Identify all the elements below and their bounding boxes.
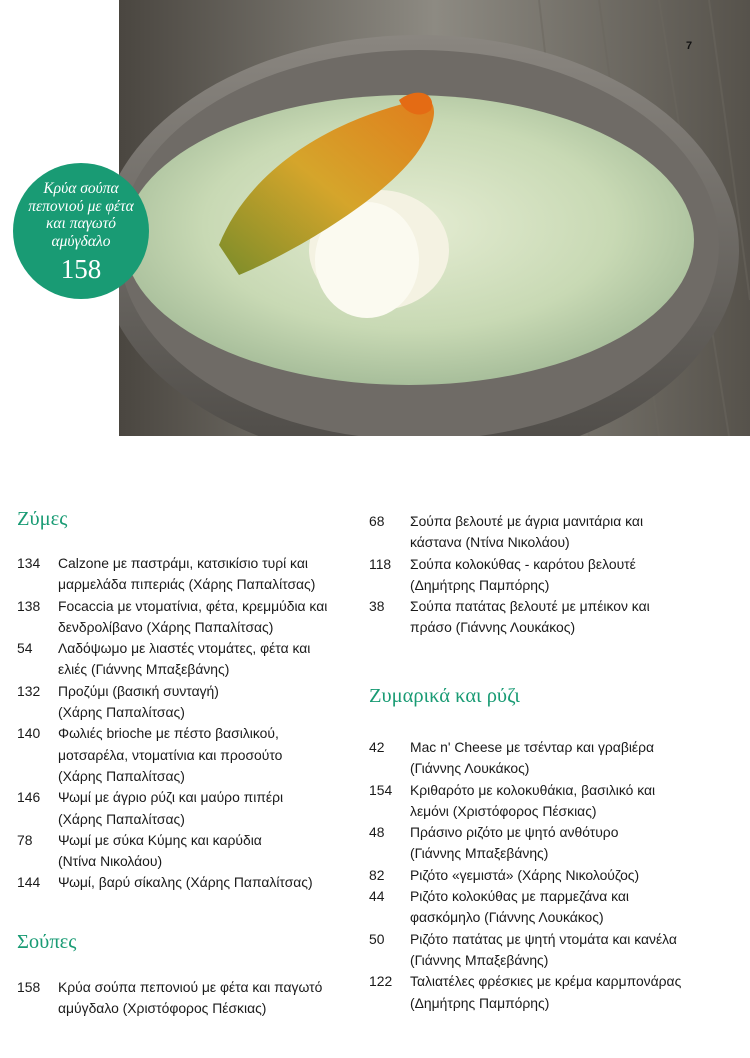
list-item xyxy=(369,822,739,865)
section-entries-zymarika xyxy=(369,737,739,1014)
entry-page: 42 xyxy=(369,739,385,755)
entry-page: 82 xyxy=(369,866,385,883)
entry-text: Πράσινο ριζότο με ψητό ανθότυρο (Γιάννης Μπαξεβάνης) xyxy=(410,824,619,862)
section-entries-soupes xyxy=(17,977,347,1020)
section-title-soupes: Σούπες xyxy=(17,931,77,953)
entry-page: 48 xyxy=(369,824,385,841)
entry-text: Φωλιές brioche με πέστο βασιλικού, μοτσαρέλα, ντοματίνια και προσούτο (Χάρης Παπαλίτσας) xyxy=(58,725,283,784)
entry-page: 132 xyxy=(17,682,41,699)
list-item xyxy=(369,596,739,639)
list-item xyxy=(17,681,347,724)
soup-bowl-photo xyxy=(119,0,750,436)
list-item xyxy=(369,511,739,554)
entry-text: Ριζότο πατάτας με ψητή ντομάτα και κανέλα (Γιάννης Μπαξεβάνης) xyxy=(410,930,677,968)
list-item xyxy=(369,554,739,597)
entry-page: 38 xyxy=(369,598,385,615)
entry-text: Κριθαρότο με κολοκυθάκια, βασιλικό και λεμόνι (Χριστόφορος Πέσκιας) xyxy=(410,781,656,819)
list-item xyxy=(369,780,739,823)
entry-page: 154 xyxy=(369,781,393,798)
badge-page-number: 158 xyxy=(60,254,102,284)
entry-page: 78 xyxy=(17,831,33,848)
entry-text: Λαδόψωμο με λιαστές ντομάτες, φέτα και ελιές (Γιάννης Μπαξεβάνης) xyxy=(58,640,311,678)
entry-text: Ψωμί με άγριο ρύζι και μαύρο πιπέρι (Χάρης Παπαλίτσας) xyxy=(58,789,284,827)
section-entries-soupes-continued xyxy=(369,511,739,639)
entry-page: 134 xyxy=(17,555,41,571)
entry-page: 68 xyxy=(369,513,385,529)
list-item xyxy=(369,929,739,972)
list-item xyxy=(17,872,347,893)
section-title-zymes: Ζύμες xyxy=(17,508,68,530)
entry-page: 146 xyxy=(17,789,41,806)
entry-text: Mac n' Cheese με τσένταρ και γραβιέρα (Γιάννης Λουκάκος) xyxy=(410,739,655,777)
entry-page: 122 xyxy=(369,973,393,990)
entry-text: Σούπα βελουτέ με άγρια μανιτάρια και κάστανα (Ντίνα Νικολάου) xyxy=(410,513,644,551)
list-item xyxy=(17,977,347,1020)
section-title-zymarika: Ζυμαρικά και ρύζι xyxy=(369,685,520,707)
list-item xyxy=(17,553,347,596)
entry-page: 158 xyxy=(17,979,41,995)
entry-text: Σούπα πατάτας βελουτέ με μπέικον και πράσο (Γιάννης Λουκάκος) xyxy=(410,598,650,636)
entry-text: Focaccia με ντοματίνια, φέτα, κρεμμύδια και δενδρολίβανο (Χάρης Παπαλίτσας) xyxy=(58,597,328,635)
list-item xyxy=(369,865,739,886)
entry-text: Calzone με παστράμι, κατσικίσιο τυρί και μαρμελάδα πιπεριάς (Χάρης Παπαλίτσας) xyxy=(58,555,316,593)
entry-text: Ψωμί, βαρύ σίκαλης (Χάρης Παπαλίτσας) xyxy=(58,874,313,891)
entry-page: 54 xyxy=(17,640,33,657)
entry-page: 144 xyxy=(17,874,41,891)
list-item xyxy=(17,787,347,830)
list-item xyxy=(369,971,739,1014)
list-item xyxy=(369,737,739,780)
entry-page: 138 xyxy=(17,597,41,614)
list-item xyxy=(369,886,739,929)
featured-recipe-badge xyxy=(13,163,149,299)
list-item xyxy=(17,830,347,873)
entry-text: Προζύμι (βασική συνταγή) (Χάρης Παπαλίτσας) xyxy=(58,682,219,721)
section-entries-zymes xyxy=(17,553,347,894)
list-item xyxy=(17,596,347,639)
entry-page: 118 xyxy=(369,555,392,572)
entry-text: Κρύα σούπα πεπονιού με φέτα και παγωτό αμύγδαλο (Χριστόφορος Πέσκιας) xyxy=(58,979,323,1017)
entry-text: Ριζότο κολοκύθας με παρμεζάνα και φασκόμηλο (Γιάννης Λουκάκος) xyxy=(410,888,630,926)
entry-text: Ψωμί με σύκα Κύμης και καρύδια (Ντίνα Νικολάου) xyxy=(58,831,262,870)
list-item xyxy=(17,638,347,681)
page-number: 7 xyxy=(686,40,693,52)
entry-text: Ταλιατέλες φρέσκιες με κρέμα καρμπονάρας (Δημήτρης Παμπόρης) xyxy=(410,973,682,1011)
entry-page: 50 xyxy=(369,930,385,947)
entry-page: 140 xyxy=(17,725,41,742)
badge-title: Κρύα σούπα πεπονιού με φέτα και παγωτό αμύγδαλο xyxy=(28,180,134,250)
entry-text: Σούπα κολοκύθας - καρότου βελουτέ (Δημήτρης Παμπόρης) xyxy=(410,555,636,593)
entry-text: Ριζότο «γεμιστά» (Χάρης Νικολούζος) xyxy=(410,866,640,883)
list-item xyxy=(17,723,347,787)
entry-page: 44 xyxy=(369,888,385,905)
